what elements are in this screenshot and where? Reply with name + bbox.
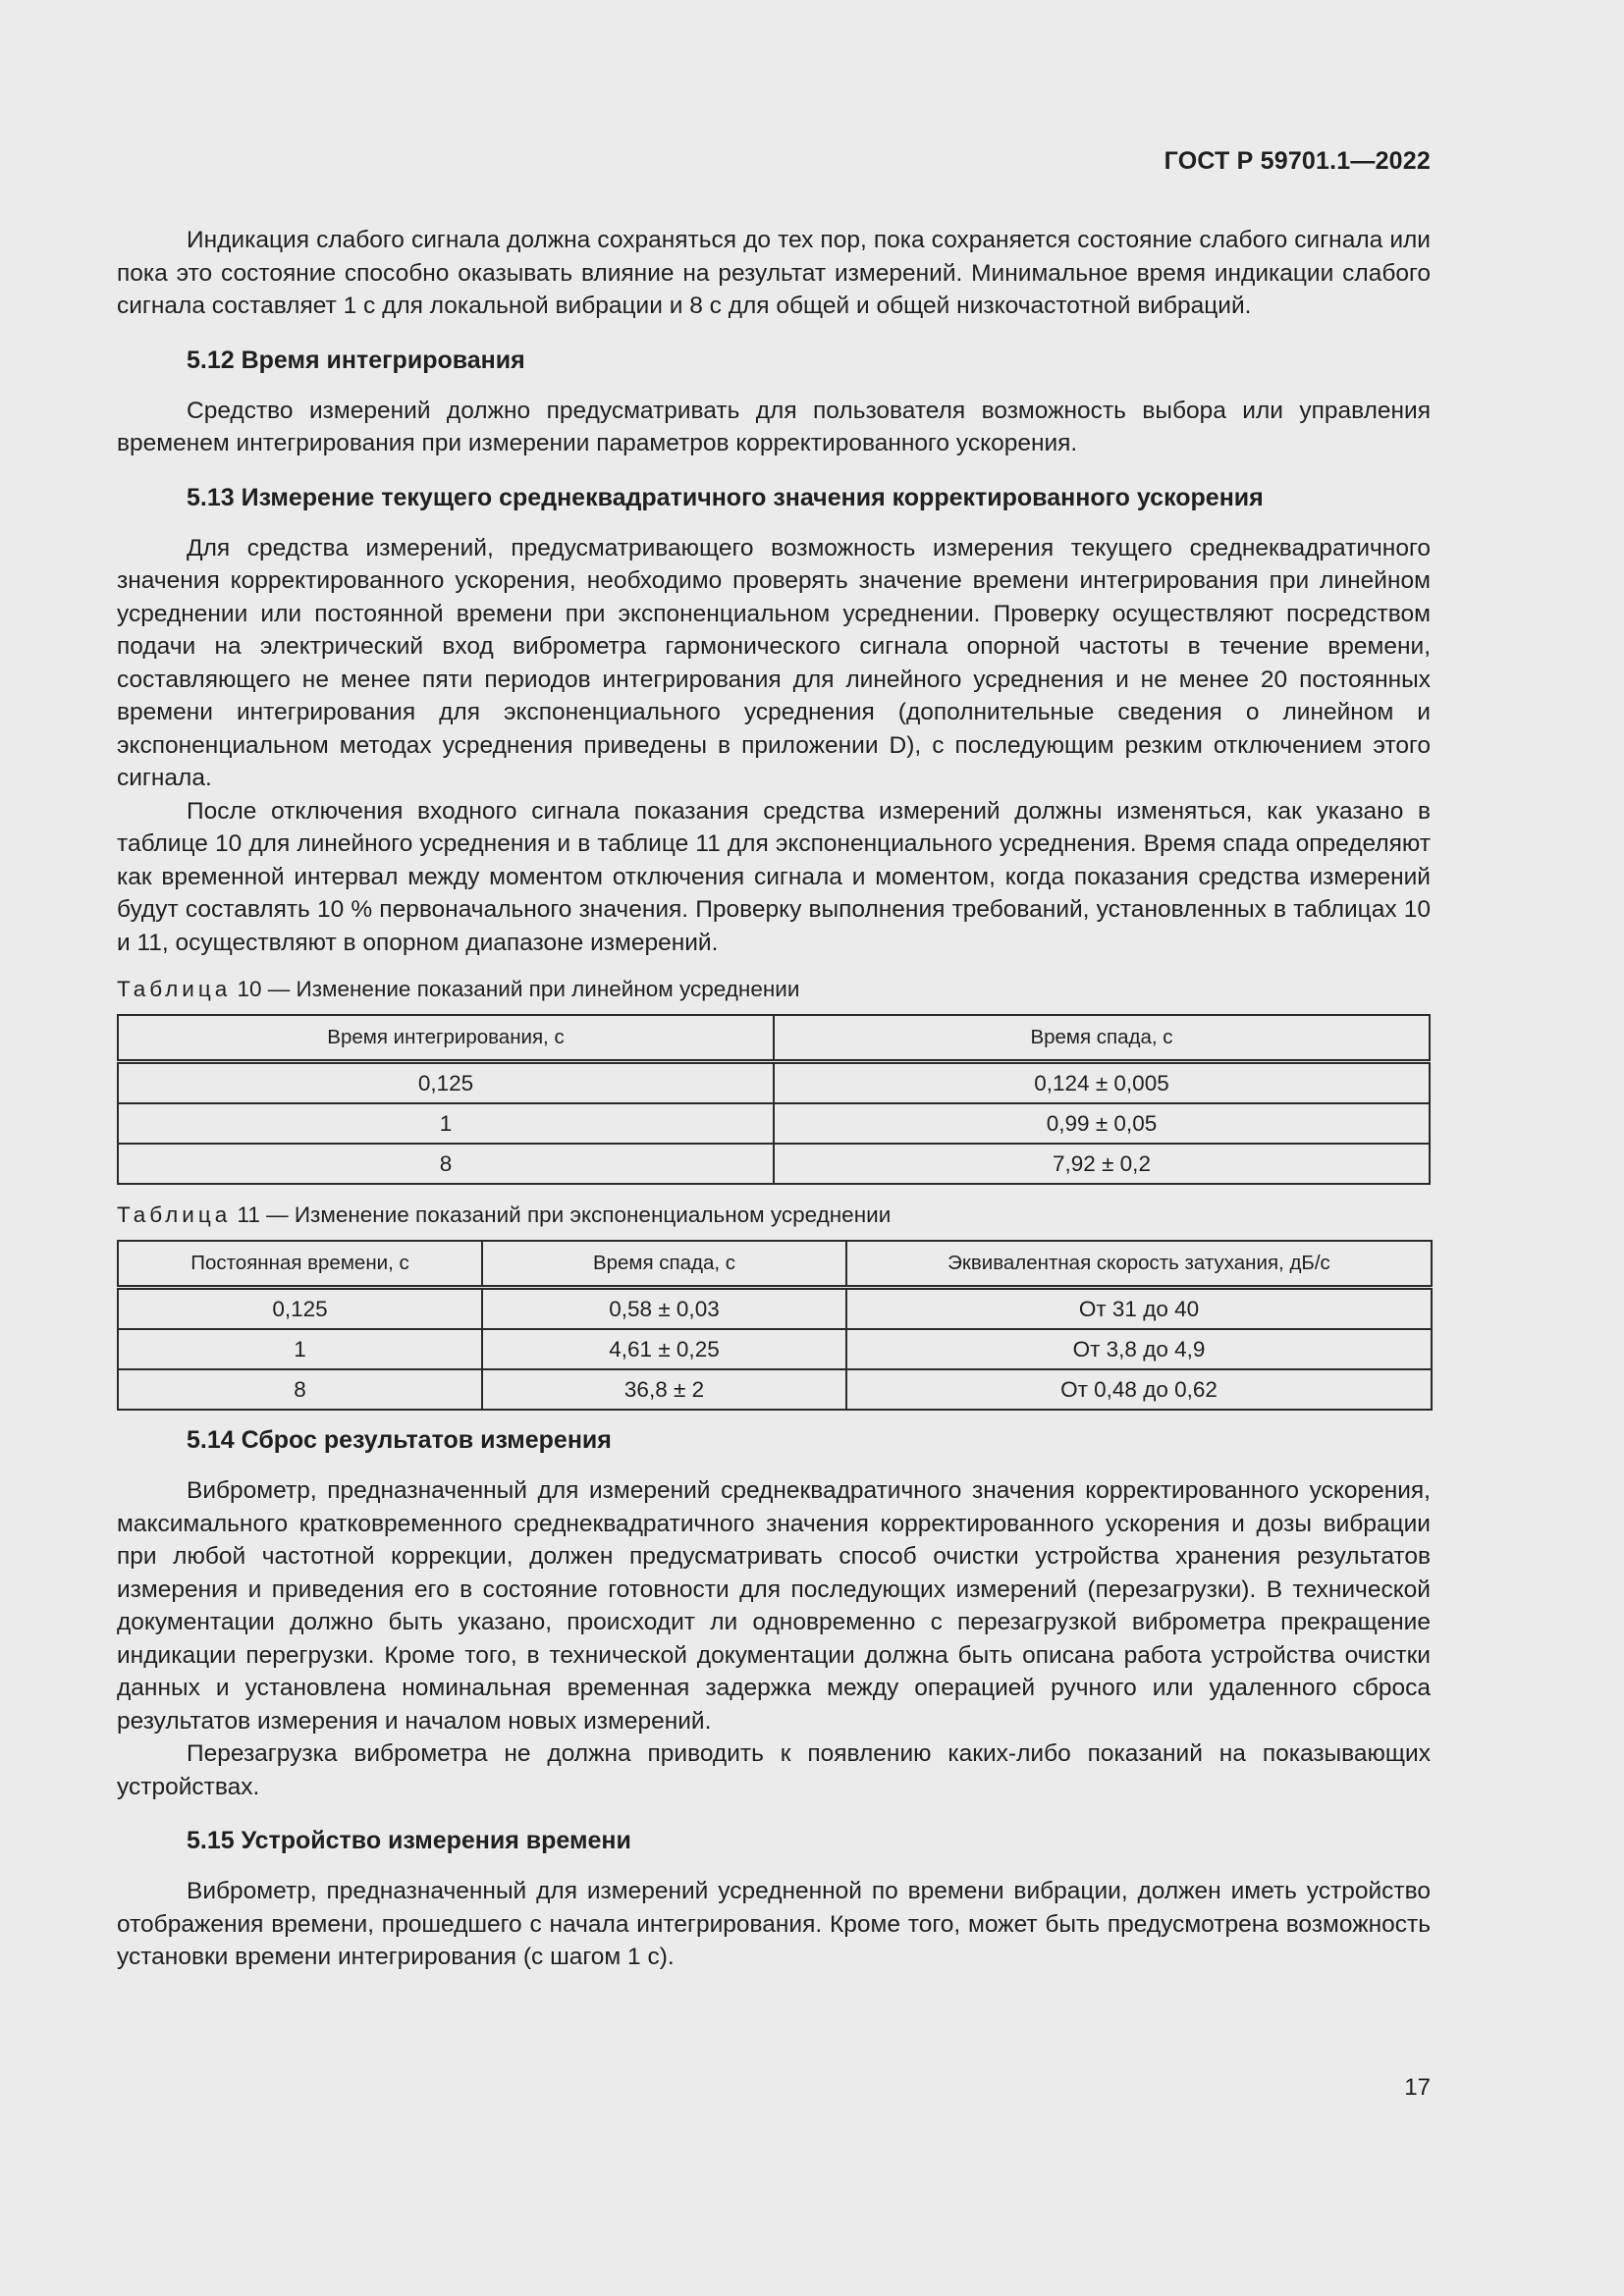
- table-row: [118, 1144, 1430, 1184]
- paragraph: Виброметр, предназначенный для измерений усредненной по времени вибрации, должен иметь устройство отображения времени, прошедшего с начала интегрирования. Кроме того, может быть предусмотрена возможность установки времени интегрирования (с шагом 1 с).: [117, 1878, 1431, 1970]
- table-cell: 0,124 ± 0,005: [774, 1062, 1430, 1104]
- table-cell: 0,125: [118, 1062, 774, 1104]
- table-cell: 0,99 ± 0,05: [774, 1103, 1430, 1144]
- table-header-cell: Время спада, с: [774, 1015, 1430, 1062]
- table-row: [118, 1288, 1432, 1330]
- page-number: 17: [1404, 2074, 1431, 2101]
- table-row: [118, 1369, 1432, 1410]
- table-10-caption: [117, 975, 1431, 1004]
- caption-text: 11 — Изменение показаний при экспоненциальном усреднении: [237, 1202, 892, 1227]
- table-header-cell: Постоянная времени, с: [118, 1241, 482, 1288]
- caption-label: Таблица: [117, 977, 232, 1001]
- table-cell: 4,61 ± 0,25: [482, 1329, 846, 1369]
- table-11-caption: [117, 1201, 1431, 1230]
- caption-text: 10 — Изменение показаний при линейном усреднении: [237, 977, 800, 1001]
- table-cell: 8: [118, 1369, 482, 1410]
- table-cell: От 0,48 до 0,62: [846, 1369, 1432, 1410]
- paragraph: Перезагрузка виброметра не должна приводить к появлению каких-либо показаний на показывающих устройствах.: [117, 1740, 1431, 1800]
- table-header-cell: Время интегрирования, с: [118, 1015, 774, 1062]
- table-cell: 0,58 ± 0,03: [482, 1288, 846, 1330]
- table-row: [118, 1329, 1432, 1369]
- table-cell: 1: [118, 1329, 482, 1369]
- paragraph: Для средства измерений, предусматривающего возможность измерения текущего среднеквадратичного значения корректированного ускорения, необходимо проверять значение времени интегрирования при линейном усреднении или постоянной времени при экспоненциальном усреднении. Проверку осуществляют посредством подачи на электрический вход виброметра гармонического сигнала опорной частоты в течение времени, составляющего не менее пяти периодов интегрирования для линейного усреднения и не менее 20 постоянных времени интегрирования для экспоненциального усреднения (дополнительные сведения о линейном и экспоненциальном методах усреднения приведены в приложении D), с последующим резким отключением этого сигнала.: [117, 534, 1431, 791]
- table-header-cell: Время спада, с: [482, 1241, 846, 1288]
- table-cell: От 3,8 до 4,9: [846, 1329, 1432, 1369]
- table-cell: 1: [118, 1103, 774, 1144]
- table-row: [118, 1103, 1430, 1144]
- caption-label: Таблица: [117, 1202, 232, 1227]
- paragraph: Средство измерений должно предусматривать для пользователя возможность выбора или управления временем интегрирования при измерении параметров корректированного ускорения.: [117, 397, 1431, 456]
- section-heading-5-14: 5.14 Сброс результатов измерения: [187, 1426, 612, 1454]
- table-cell: 8: [118, 1144, 774, 1184]
- table-cell: 7,92 ± 0,2: [774, 1144, 1430, 1184]
- table-cell: 0,125: [118, 1288, 482, 1330]
- paragraph: Индикация слабого сигнала должна сохраняться до тех пор, пока сохраняется состояние слабого сигнала или пока это состояние способно оказывать влияние на результат измерений. Минимальное время индикации слабого сигнала составляет 1 с для локальной вибрации и 8 с для общей и общей низкочастотной вибраций.: [117, 227, 1431, 319]
- table-11: [117, 1240, 1433, 1411]
- paragraph: Виброметр, предназначенный для измерений среднеквадратичного значения корректированного ускорения, максимального кратковременного среднеквадратичного значения корректированного ускорения и дозы вибрации при любой частотной коррекции, должен предусматривать способ очистки устройства хранения результатов измерения и приведения его в состояние готовности для последующих измерений (перезагрузки). В технической документации должно быть указано, происходит ли одновременно с перезагрузкой виброметра прекращение индикации перегрузки. Кроме того, в технической документации должна быть описана работа устройства очистки данных и установлена номинальная временная задержка между операцией ручного или удаленного сброса результатов измерения и началом новых измерений.: [117, 1477, 1431, 1735]
- table-cell: От 31 до 40: [846, 1288, 1432, 1330]
- table-10: [117, 1014, 1431, 1185]
- section-heading-5-15: 5.15 Устройство измерения времени: [187, 1827, 631, 1854]
- table-header-cell: Эквивалентная скорость затухания, дБ/с: [846, 1241, 1432, 1288]
- paragraph: После отключения входного сигнала показания средства измерений должны изменяться, как указано в таблице 10 для линейного усреднения и в таблице 11 для экспоненциального усреднения. Время спада определяют как временной интервал между моментом отключения сигнала и моментом, когда показания средства измерений будут составлять 10 % первоначального значения. Проверку выполнения требований, установленных в таблицах 10 и 11, осуществляют в опорном диапазоне измерений.: [117, 797, 1431, 956]
- section-heading-5-13: 5.13 Измерение текущего среднеквадратичного значения корректированного ускорения: [187, 483, 1264, 511]
- document-id: ГОСТ Р 59701.1—2022: [1164, 147, 1431, 175]
- table-cell: 36,8 ± 2: [482, 1369, 846, 1410]
- document-body: [117, 224, 1431, 1974]
- section-heading-5-12: 5.12 Время интегрирования: [187, 346, 525, 374]
- table-row: [118, 1062, 1430, 1104]
